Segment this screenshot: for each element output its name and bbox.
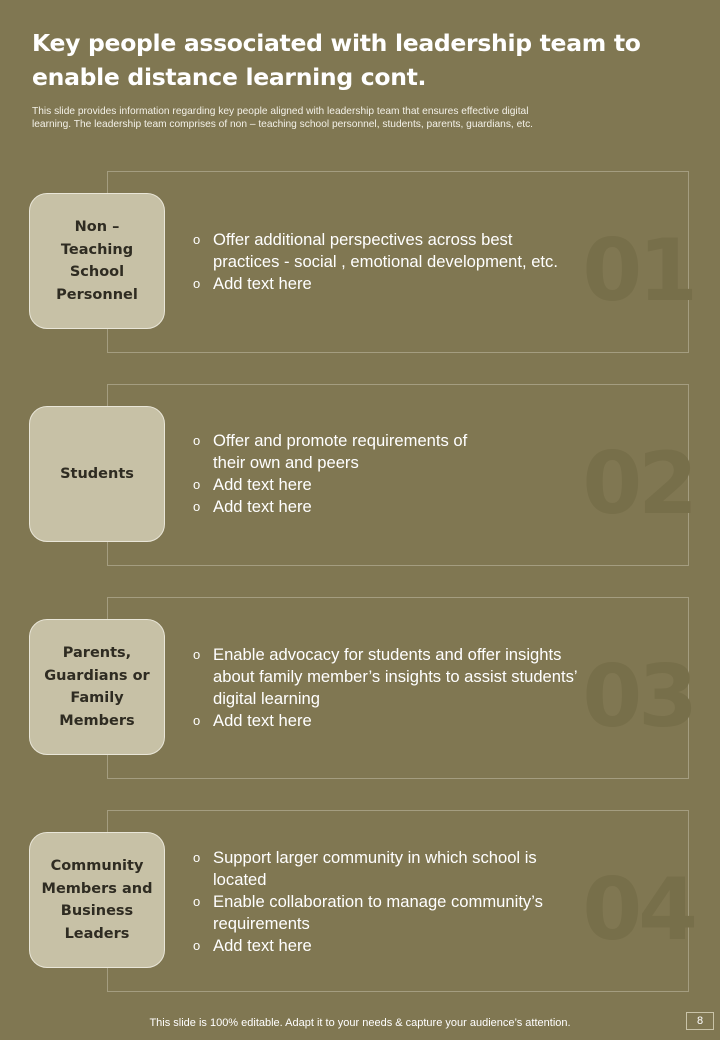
section-label-box: [29, 619, 165, 755]
bullet-marker: o: [193, 499, 201, 514]
title-line: Key people associated with leadership team to: [32, 29, 641, 57]
bullet-item: [193, 474, 633, 496]
bullet-text: Add text here: [213, 475, 312, 494]
title-line: enable distance learning cont.: [32, 63, 427, 91]
bullet-marker: o: [193, 433, 201, 448]
bullet-text: Add text here: [213, 497, 312, 516]
bullet-marker: o: [193, 894, 201, 909]
section-parents-guardians: [0, 597, 720, 779]
bullet-list: [193, 847, 633, 957]
footer-note: This slide is 100% editable. Adapt it to your needs & capture your audience’s attention.: [149, 1017, 571, 1029]
section-label: [44, 642, 149, 732]
bullet-item: [193, 891, 633, 935]
bullet-item: [193, 229, 633, 273]
bullet-text: practices - social , emotional development, etc.: [213, 252, 558, 271]
bullet-item: [193, 496, 633, 518]
bullet-item: [193, 430, 633, 474]
bullet-marker: o: [193, 647, 201, 662]
bullet-text: Add text here: [213, 274, 312, 293]
bullet-text: requirements: [213, 914, 310, 933]
section-number: 04: [582, 860, 694, 960]
section-label: [42, 855, 153, 945]
bullet-text: Add text here: [213, 711, 312, 730]
section-community-members: [0, 810, 720, 992]
bullet-text: Offer and promote requirements of: [213, 431, 468, 450]
label-line: Members and: [41, 880, 153, 897]
bullet-list: [193, 430, 633, 518]
label-line: Business: [60, 903, 134, 919]
bullet-marker: o: [193, 713, 201, 728]
bullet-marker: o: [193, 232, 201, 247]
bullet-text: Enable advocacy for students and offer insights: [213, 645, 562, 664]
bullet-marker: o: [193, 850, 201, 865]
section-label: [56, 216, 138, 306]
section-label: [60, 463, 134, 486]
section-number: 02: [582, 434, 694, 534]
section-non-teaching-personnel: [0, 171, 720, 353]
section-number: 01: [582, 221, 694, 321]
bullet-marker: o: [193, 276, 201, 291]
bullet-text: about family member’s insights to assist students’: [213, 667, 578, 686]
section-number: 03: [582, 647, 694, 747]
bullet-text: Add text here: [213, 936, 312, 955]
page-description: [32, 105, 672, 131]
section-label-box: [29, 193, 165, 329]
bullet-item: [193, 935, 633, 957]
bullet-item: [193, 847, 633, 891]
bullet-text: Support larger community in which school is: [213, 848, 537, 867]
bullet-text: Enable collaboration to manage community’s: [213, 892, 543, 911]
bullet-text: their own and peers: [213, 453, 359, 472]
bullet-marker: o: [193, 477, 201, 492]
bullet-item: [193, 273, 633, 295]
page-number: 8: [686, 1012, 714, 1030]
label-line: Family: [70, 690, 124, 706]
description-line: This slide provides information regarding key people aligned with leadership team that ensures effective digital: [32, 106, 529, 117]
label-line: Guardians or: [44, 667, 150, 684]
label-line: Non –: [74, 219, 120, 235]
label-line: Parents,: [62, 645, 132, 661]
section-label-box: [29, 832, 165, 968]
label-line: Community: [50, 858, 144, 874]
label-line: Students: [60, 465, 134, 482]
label-line: School: [69, 264, 125, 280]
label-line: Teaching: [60, 241, 134, 258]
bullet-list: [193, 644, 633, 732]
label-line: Personnel: [56, 286, 138, 303]
bullet-item: [193, 710, 633, 732]
bullet-text: Offer additional perspectives across best: [213, 230, 513, 249]
section-label-box: [29, 406, 165, 542]
page-title: [32, 26, 692, 94]
section-students: [0, 384, 720, 566]
bullet-item: [193, 644, 633, 710]
label-line: Members: [59, 712, 135, 729]
bullet-list: [193, 229, 633, 295]
bullet-marker: o: [193, 938, 201, 953]
label-line: Leaders: [64, 925, 130, 942]
bullet-text: digital learning: [213, 689, 321, 708]
description-line: learning. The leadership team comprises of non – teaching school personnel, students, parents, guardians, etc.: [32, 119, 533, 130]
bullet-text: located: [213, 870, 267, 889]
